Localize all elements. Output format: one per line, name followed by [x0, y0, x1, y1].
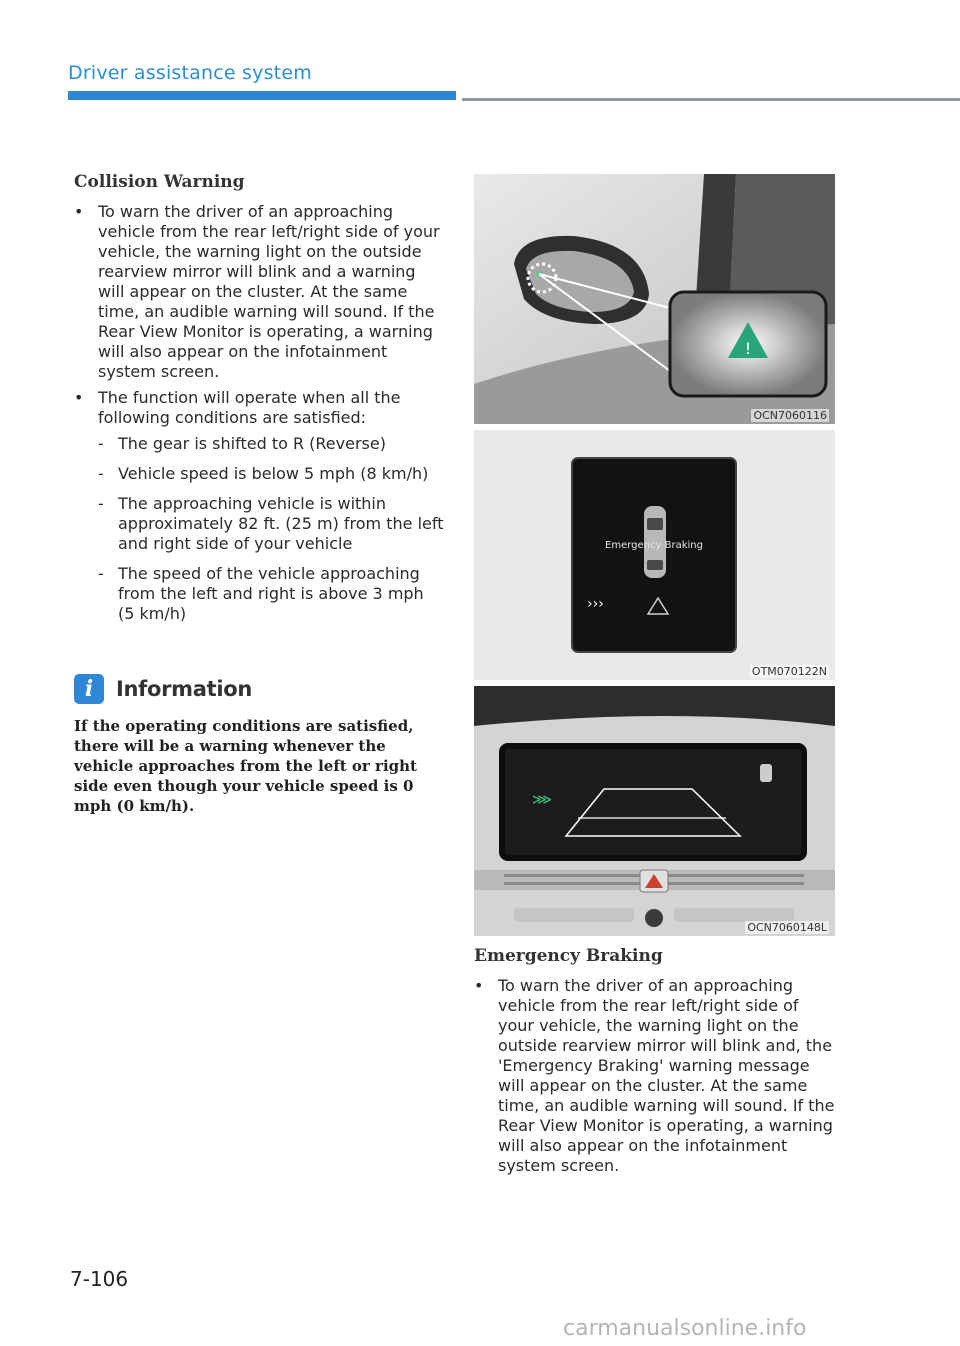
list-item — [98, 494, 444, 554]
svg-text:›››: ››› — [587, 596, 604, 612]
emergency-braking-heading: Emergency Braking — [474, 946, 663, 966]
list-item — [98, 434, 444, 454]
header-rule — [462, 98, 960, 101]
svg-text:⋙: ⋙ — [532, 792, 552, 808]
figure-code: OTM070122N — [751, 665, 827, 678]
cluster-illustration — [474, 430, 835, 680]
dash-icon: - — [98, 434, 104, 453]
dash-icon: - — [98, 464, 104, 483]
mirror-illustration — [474, 174, 835, 424]
infotainment-warning-figure — [474, 686, 835, 936]
collision-warning-heading: Collision Warning — [74, 172, 245, 192]
condition-text: Vehicle speed is below 5 mph (8 km/h) — [118, 464, 429, 483]
list-item — [74, 388, 444, 624]
bullet-text: To warn the driver of an approaching vehicle from the rear left/right side of your vehicle, the warning light on the outside rearview mirror will blink and a warning will appear on the cluster. At the same time, an audible warning will sound. If the Rear View Monitor is operating, a warning will also appear on the infotainment system screen. — [98, 202, 440, 381]
figure-code: OCN7060148L — [747, 921, 827, 934]
list-item — [98, 464, 444, 484]
information-text: If the operating conditions are satisfied, there will be a warning whenever the vehicle approaches from the left or right side even though your vehicle speed is 0 mph (0 km/h). — [74, 717, 417, 815]
condition-text: The approaching vehicle is within approximately 82 ft. (25 m) from the left and right side of your vehicle — [118, 494, 444, 553]
section-title: Driver assistance system — [68, 62, 312, 84]
information-title: Information — [116, 677, 253, 701]
header-accent-bar — [68, 91, 456, 100]
cluster-message: Emergency Braking — [605, 540, 703, 551]
list-item — [74, 202, 444, 382]
cluster-warning-figure — [474, 430, 835, 680]
emergency-braking-section — [474, 946, 836, 1182]
emergency-braking-list — [474, 976, 836, 1176]
condition-text: The gear is shifted to R (Reverse) — [118, 434, 386, 453]
mirror-warning-figure — [474, 174, 835, 424]
condition-text: The speed of the vehicle approaching from the left and right is above 3 mph (5 km/h) — [118, 564, 424, 623]
collision-warning-list — [74, 202, 444, 624]
bullet-icon: • — [74, 388, 84, 407]
info-icon: i — [74, 674, 104, 704]
list-item — [98, 564, 444, 624]
bullet-text: To warn the driver of an approaching vehicle from the rear left/right side of your vehicle, the warning light on the outside rearview mirror will blink and, the 'Emergency Braking' warning message will appear on the cluster. At the same time, an audible warning will sound. If the Rear View Monitor is operating, a warning will also appear on the infotainment system screen. — [498, 976, 835, 1175]
infotainment-illustration — [474, 686, 835, 936]
dash-icon: - — [98, 564, 104, 583]
figure-code: OCN7060116 — [753, 409, 827, 422]
bullet-text: The function will operate when all the following conditions are satisfied: — [98, 388, 401, 427]
svg-text:!: ! — [744, 339, 752, 358]
conditions-list — [98, 434, 444, 624]
bullet-icon: • — [74, 202, 84, 221]
information-box — [74, 674, 444, 816]
collision-warning-section — [74, 172, 444, 634]
page-number: 7-106 — [70, 1267, 129, 1291]
watermark: carmanualsonline.info — [563, 1316, 807, 1341]
bullet-icon: • — [474, 976, 484, 995]
dash-icon: - — [98, 494, 104, 513]
list-item — [474, 976, 836, 1176]
